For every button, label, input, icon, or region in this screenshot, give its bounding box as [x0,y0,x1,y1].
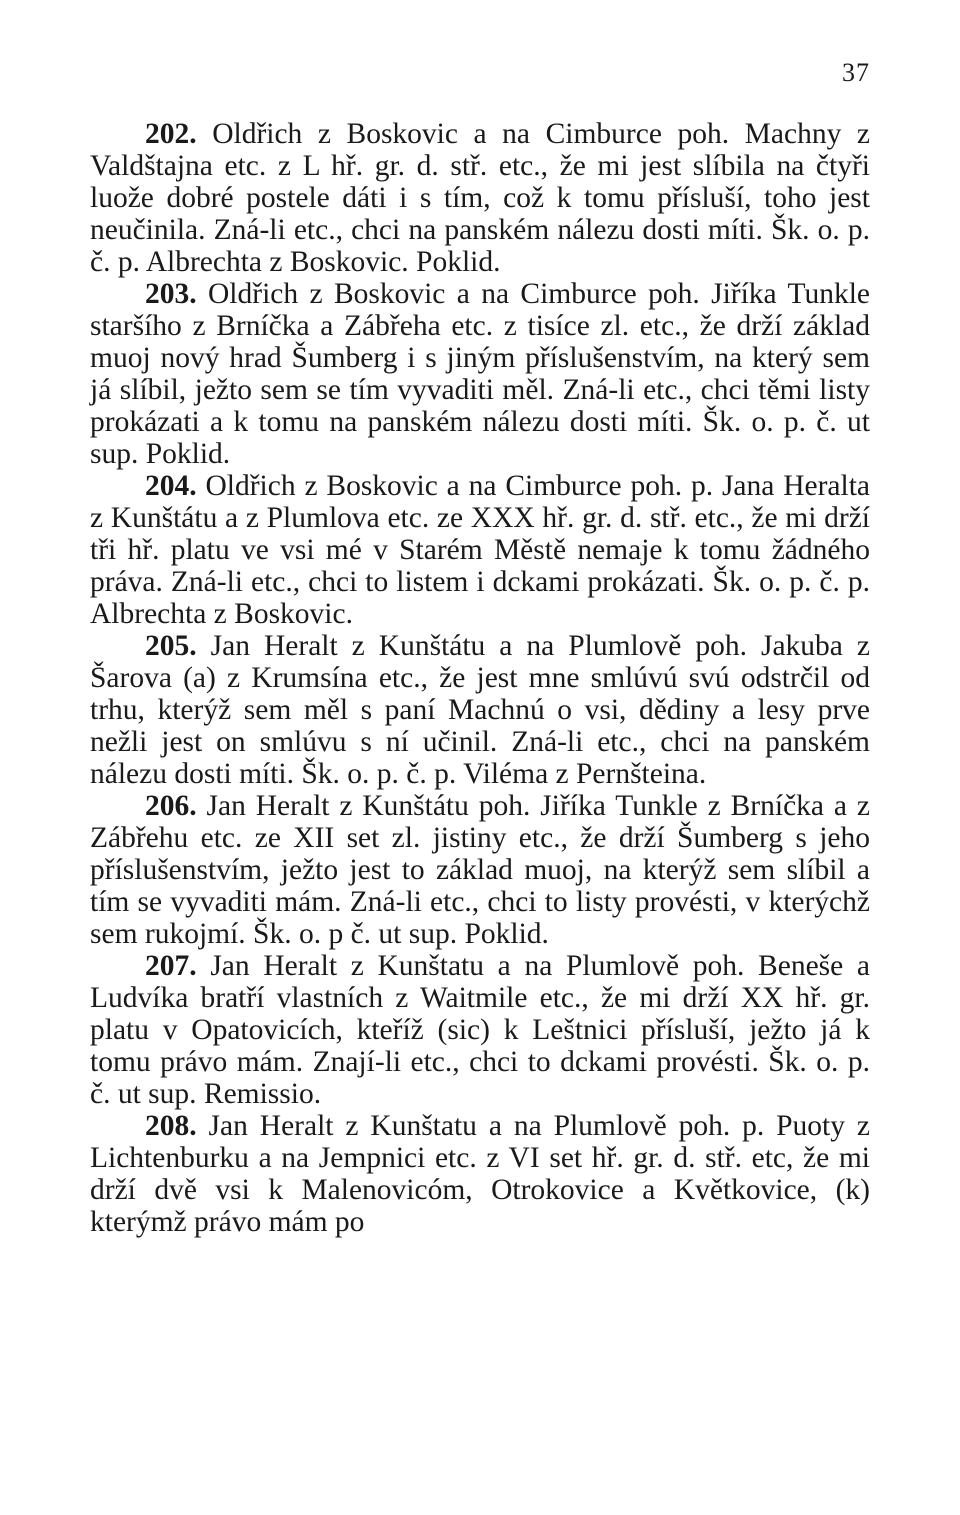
entry-207 [90,950,870,1110]
entry-208 [90,1110,870,1238]
page-number: 37 [842,58,870,87]
entry-text: Oldřich z Boskovic a na Cimburce poh. Jiříka Tunkle staršího z Brníčka a Zábřeha etc. z tisíce zl. etc., že drží základ muoj nový hrad Šumberg i s jiným příslušenstvím, na který sem já slíbil, ježto sem se tím vyvaditi měl. Zná-li etc., chci těmi listy prokázati a k tomu na panském nálezu dosti míti. Šk. o. p. č. ut sup. Poklid. [90,278,871,470]
entry-number: 206. [145,790,197,822]
body-text [90,118,870,1238]
entry-text: Oldřich z Boskovic a na Cimburce poh. Machny z Valdštajna etc. z L hř. gr. d. stř. etc., že mi jest slíbila na čtyři luože dobré postele dáti i s tím, což k tomu přísluší, toho jest neučinila. Zná-li etc., chci na panském nálezu dosti míti. Šk. o. p. č. p. Albrechta z Boskovic. Poklid. [90,118,870,278]
entry-number: 208. [145,1110,197,1142]
entry-text: Jan Heralt z Kunštatu a na Plumlově poh. p. Puoty z Lichtenburku a na Jempnici etc. z VI set hř. gr. d. stř. etc, že mi drží dvě vsi k Malenovicóm, Otrokovice a Květkovice, (k) kterýmž právo mám po [90,1110,871,1238]
entry-number: 204. [145,470,197,502]
entry-text: Jan Heralt z Kunštátu poh. Jiříka Tunkle z Brníčka a z Zábřehu etc. ze XII set zl. jistiny etc., že drží Šumberg s jeho příslušenstvím, ježto jest to základ muoj, na kterýž sem slíbil a tím se vyvaditi mám. Zná-li etc., chci to listy provésti, v kterýchž sem rukojmí. Šk. o. p č. ut sup. Poklid. [90,790,870,950]
entry-text: Oldřich z Boskovic a na Cimburce poh. p. Jana Heralta z Kunštátu a z Plumlova etc. ze XXX hř. gr. d. stř. etc., že mi drží tři hř. platu ve vsi mé v Starém Městě nemaje k tomu žádného práva. Zná-li etc., chci to listem i dckami prokázati. Šk. o. p. č. p. Albrechta z Boskovic. [90,470,871,630]
entry-text: Jan Heralt z Kunštátu a na Plumlově poh. Jakuba z Šarova (a) z Krumsína etc., že jest mne smlúvú svú odstrčil od trhu, kterýž sem měl s paní Machnú o vsi, dědiny a lesy prve nežli jest on smlúvu s ní učinil. Zná-li etc., chci na panském nálezu dosti míti. Šk. o. p. č. p. Viléma z Pernšteina. [90,630,871,790]
entry-205 [90,630,870,790]
entry-202 [90,118,870,278]
entry-number: 205. [145,630,197,662]
entry-206 [90,790,870,950]
entry-number: 203. [145,278,197,310]
entry-number: 207. [145,950,197,982]
entry-number: 202. [145,118,197,150]
entry-204 [90,470,870,630]
entry-203 [90,278,870,470]
entry-text: Jan Heralt z Kunštatu a na Plumlově poh. Beneše a Ludvíka bratří vlastních z Waitmile etc., že mi drží XX hř. gr. platu v Opatovicích, kteříž (sic) k Leštnici přísluší, ježto já k tomu právo mám. Znají-li etc., chci to dckami provésti. Šk. o. p. č. ut sup. Remissio. [90,950,871,1110]
